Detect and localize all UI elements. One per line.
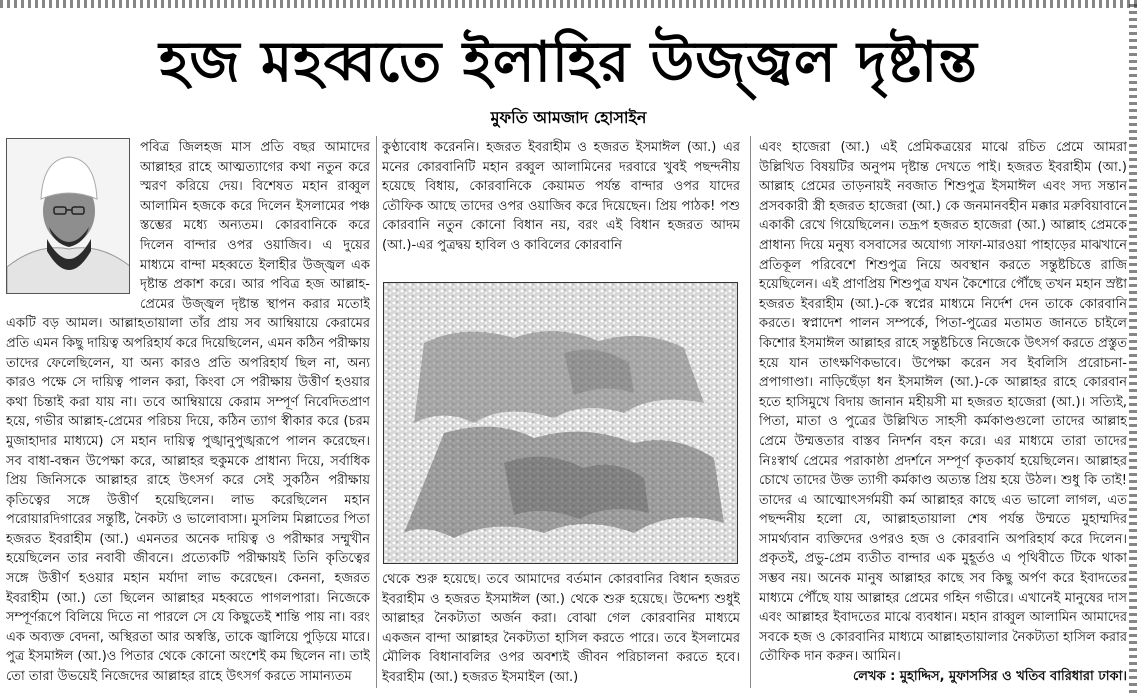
article-column-2-bottom bbox=[382, 570, 740, 691]
column-3-text: এবং হাজেরা (আ.) এই প্রেমিকত্রয়ের মাঝে রচিত প্রেমে আমরা উল্লিখিত বিষয়টির অনুপম দৃষ্টান্ত দেখতে পাই। হজরত ইবরাহীম (আ.) আল্লাহ প্রেমের তাড়নায়ই নবজাত শিশুপুত্র ইসমাঈল এবং সদ্য সন্তান প্রসবকারী স্ত্রী হজরত হাজেরা (আ.) কে জনমানবহীন মক্কার মরুবিয়াবানে একাকী রেখে গিয়েছিলেন। তদ্রূপ হজরত হাজেরা (আ.) আল্লাহ প্রেমকে প্রাধান্য দিয়ে মনুষ্য বসবাসের অযোগ্য সাফা-মারওয়া পাহাড়ের মাঝখানে প্রতিকূল পরিবেশে শিশুপুত্র নিয়ে অবস্থান করতে সন্তুষ্টচিত্তে রাজি হয়েছিলেন। এই প্রাণপ্রিয় শিশুপুত্র যখন কৈশোরে পৌঁছে তখন মহান স্রষ্টা হজরত ইবরাহীম (আ.)-কে স্বপ্নের মাধ্যমে নির্দেশ দেন তাকে কোরবানি করতে। স্বপ্নাদেশ পালন সম্পর্কে, পিতা-পুত্রের মতামত জানতে চাইলে কিশোর ইসমাঈল আল্লাহর রাহে সন্তুষ্টচিত্তে নিজেকে উৎসর্গ করতে প্রস্তুত হয়ে যান তাৎক্ষণিকভাবে। উপেক্ষা করেন সব ইবলিসি প্ররোচনা-প্রপাগাণ্ডা। নাড়িছেঁড়া ধন ইসমাঈল (আ.)-কে আল্লাহর রাহে কোরবান হতে হাসিমুখে বিদায় জানান মহীয়সী মা হজরত হাজেরা (আ.)। সত্যিই, পিতা, মাতা ও পুত্রের উল্লিখিত সাহসী কর্মকাণ্ডগুলো তাদের আল্লাহ প্রেমে উম্মত্ততার বাস্তব নিদর্শন বহন করে। এর মাধ্যমে তারা তাদের নিঃস্বার্থ প্রেমের পরাকাষ্ঠা প্রদর্শনে সম্পূর্ণ কৃতকার্য হয়েছিলেন। আল্লাহর চোখে তাদের উক্ত ত্যাগী কর্মকাণ্ড অত্যন্ত প্রিয় হয়ে উঠল। শুধু কি তাই! তাদের এ আত্মোৎসর্গময়ী কর্ম আল্লাহর কাছে এত ভালো লাগল, এত পছন্দনীয় হলো যে, আল্লাহতায়ালা শেষ পর্যন্ত উম্মতে মুহাম্মদির সামর্থ্যবান ব্যক্তিদের ওপরও হজ ও কোরবানি অপরিহার্য করে দিলেন। প্রকৃতই, প্রভু-প্রেম ব্যতীত বান্দার এক মুহূর্তও এ পৃথিবীতে টিকে থাকা সম্ভব নয়। অনেক মানুষ আল্লাহর কাছে সব কিছু অর্পণ করে ইবাদতের মাধ্যমে পৌঁছে যায় আল্লাহর প্রেমের গহিন গভীরে। এখানেই মানুষের দাস এবং আল্লাহর ইবাদতের মাঝে ব্যবধান। মহান রাব্বুল আলামিন আমাদের সবকে হজ ও কোরবানির মাধ্যমে আল্লাহতায়ালার নৈকট্যতা হাসিল করার তৌফিক দান করুন। আমিন। bbox=[759, 140, 1127, 665]
article-column-2-top bbox=[382, 138, 740, 263]
author-label: লেখক : bbox=[852, 669, 896, 685]
author-text: মুহাদ্দিস, মুফাসসির ও খতিব বারিধারা ঢাকা। bbox=[899, 669, 1127, 685]
column-1-text: পবিত্র জিলহজ মাস প্রতি বছর আমাদের আল্লাহর রাহে আত্মত্যাগের কথা নতুন করে স্মরণ করিয়ে দেয়। বিশেষত মহান রাব্বুল আলামিন হজকে করে দিলেন ইসলামের পঞ্চ স্তম্ভের মধ্যে অন্যতম। কোরবানিকে করে দিলেন বান্দার ওপর ওয়াজিব। এ দুয়ের মাধ্যমে বান্দা মহব্বতে ইলাহীর উজ্জ্বল এক দৃষ্টান্ত প্রকাশ করে। আর পবিত্র হজ আল্লাহ-প্রেমের উজ্জ্বল দৃষ্টান্ত স্থাপন করার মতোই একটি বড় আমল। আল্লাহতায়ালা তাঁর প্রায় সব আম্বিয়ায়ে কেরামের প্রতি এমন কিছু দায়িত্ব অপরিহার্য করে দিয়েছিলেন, এমন কঠিন পরীক্ষায় তাদের ফেলেছিলেন, যা অন্য কারও প্রতি অপরিহার্য ছিল না, অন্য কারও পক্ষে সে দায়িত্ব পালন করা, কিংবা সে পরীক্ষায় উত্তীর্ণ হওয়ার কথা চিন্তাই করা যায় না। তবে আম্বিয়ায়ে কেরাম সম্পূর্ণ নিবেদিতপ্রাণ হয়ে, গভীর আল্লাহ-প্রেমের পরিচয় দিয়ে, কঠিন ত্যাগ স্বীকার করে (চরম মুজাহাদার মাধ্যমে) সে মহান দায়িত্ব পুঙ্খানুপুঙ্খরূপে পালন করেছেন। সব বাধা-বন্ধন উপেক্ষা করে, আল্লাহর হুকুমকে প্রাধান্য দিয়ে, সর্বাধিক প্রিয় জিনিসকে আল্লাহর রাহে উৎসর্গ করে সেই সুকঠিন পরীক্ষায় কৃতিত্বের সঙ্গে উত্তীর্ণ হয়েছিলেন। লাভ করেছিলেন মহান পরোয়ারদিগারের সন্তুষ্টি, নৈকট্য ও ভালোবাসা। মুসলিম মিল্লাতের পিতা হজরত ইবরাহীম (আ.) এমনতর অনেক দায়িত্ব ও পরীক্ষার সম্মুখীন হয়েছিলেন তার নবাবী জীবনে। প্রত্যেকটি পরীক্ষায়ই তিনি কৃতিত্বের সঙ্গে উত্তীর্ণ হওয়ার মহান মর্যাদা লাভ করেছেন। কেননা, হজরত ইবরাহীম (আ.) তো ছিলেন আল্লাহর মহব্বতে পাগলপারা। নিজেকে সম্পূর্ণরূপে বিলিয়ে দিতে না পারলে সে যে কিছুতেই শান্তি পায় না। বরং এক অব্যক্ত বেদনা, অস্থিরতা আর অস্বস্তি, তাকে জ্বালিয়ে পুড়িয়ে মারে। পুত্র ইসমাঈল (আ.)ও পিতার থেকে কোনো অংশেই কম ছিলেন না। তাই তো তারা উভয়েই নিজেদের আল্লাহর রাহে উৎসর্গ করতে সামান্যতম bbox=[6, 140, 370, 685]
article-byline: মুফতি আমজাদ হোসাইন bbox=[490, 108, 647, 127]
article-column-3 bbox=[759, 138, 1127, 691]
torn-edge-right bbox=[1129, 0, 1137, 693]
author-portrait-drawing bbox=[7, 139, 130, 294]
hajj-crowd-photo-drawing bbox=[384, 283, 738, 564]
column-2-bottom-text: থেকে শুরু হয়েছে। তবে আমাদের বর্তমান কোরবানির বিধান হজরত ইবরাহীম ও হজরত ইসমাঈল (আ.) থেকে শুরু হয়েছে। উদ্দেশ্য শুধুই আল্লাহর নৈকট্যতা অর্জন করা। বোঝা গেল কোরবানির মাধ্যমে একজন বান্দা আল্লাহর নৈকট্যতা হাসিল করতে পারে। তবে ইসলামের মৌলিক বিধানাবলির ওপর অবশ্যই জীবন পরিচালনা করতে হবে। ইবরাহীম (আ.) হজরত ইসমাইল (আ.) bbox=[382, 572, 740, 685]
article-headline: হজ মহব্বতে ইলাহির উজ্জ্বল দৃষ্টান্ত bbox=[159, 29, 978, 95]
author-portrait-icon bbox=[6, 138, 130, 294]
author-note bbox=[759, 667, 1127, 687]
hajj-crowd-photo-icon bbox=[383, 282, 738, 564]
torn-edge-top bbox=[0, 0, 1137, 8]
column-divider-1 bbox=[376, 136, 377, 688]
column-divider-2 bbox=[750, 136, 751, 688]
column-2-top-text: কুণ্ঠাবোধ করেননি। হজরত ইবরাহীম ও হজরত ইসমাঈল (আ.) এর মনের কোরবানিটি মহান রব্বুল আলামিনের দরবারে খুবই পছন্দনীয় হয়েছে বিধায়, কোরবানিকে কেয়ামত পর্যন্ত বান্দার ওপর যাদের তৌফিক আছে তাদের ওপর ওয়াজিব করে দিয়েছেন। প্রিয় পাঠক! পশু কোরবানি নতুন কোনো বিধান নয়, বরং এই বিধান হজরত আদম (আ.)-এর পুত্রদ্বয় হাবিল ও কাবিলের কোরবানি bbox=[382, 140, 740, 253]
article-column-1 bbox=[6, 138, 370, 691]
